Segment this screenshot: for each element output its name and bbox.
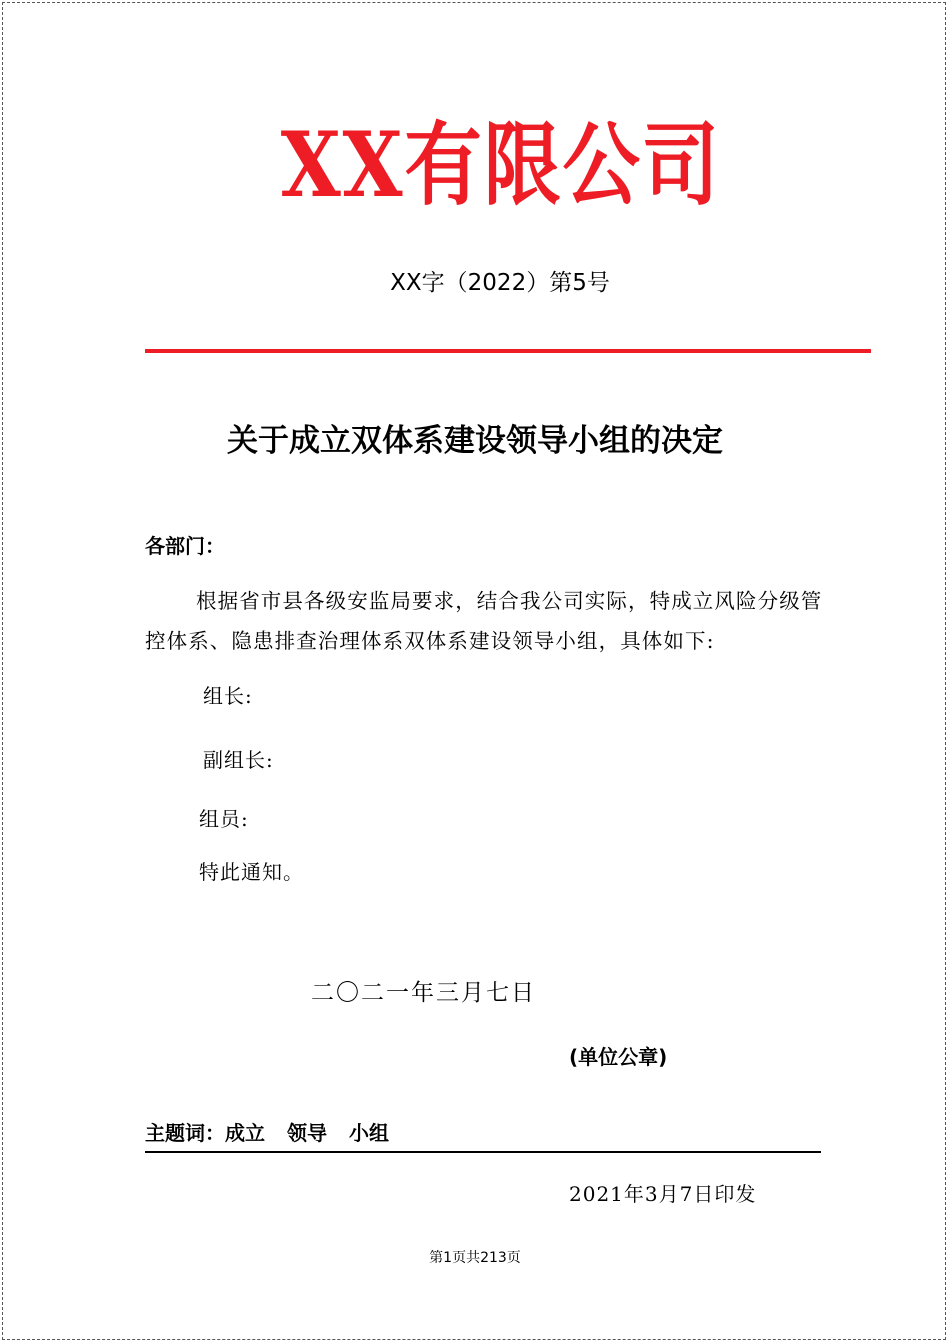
black-divider (145, 1151, 821, 1153)
keyword-item: 成立 (225, 1121, 265, 1145)
members-line: 组员: (199, 807, 249, 831)
document-page (2, 2, 946, 1340)
keyword-item: 小组 (349, 1121, 389, 1145)
body-paragraph: 根据省市县各级安监局要求，结合我公司实际，特成立风险分级管控体系、隐患排查治理体系双体系建设领导小组，具体如下: (145, 589, 823, 653)
closing-line: 特此通知。 (199, 860, 304, 884)
leader-line: 组长: (203, 684, 253, 708)
red-divider (145, 349, 871, 353)
keywords-label: 主题词： (145, 1121, 225, 1145)
company-title: XX有限公司 (280, 112, 721, 218)
salutation: 各部门： (145, 534, 225, 558)
deputy-leader-line: 副组长: (203, 748, 274, 772)
document-number: XX字（2022）第5号 (390, 270, 610, 296)
print-date: 2021年3月7日印发 (569, 1182, 757, 1206)
seal-placeholder: (单位公章) (569, 1045, 668, 1069)
keywords-line (145, 1117, 411, 1149)
keyword-item: 领导 (287, 1121, 327, 1145)
document-title: 关于成立双体系建设领导小组的决定 (227, 423, 723, 459)
page-number: 第1页共213页 (429, 1250, 521, 1266)
issue-date: 二〇二一年三月七日 (311, 980, 536, 1006)
